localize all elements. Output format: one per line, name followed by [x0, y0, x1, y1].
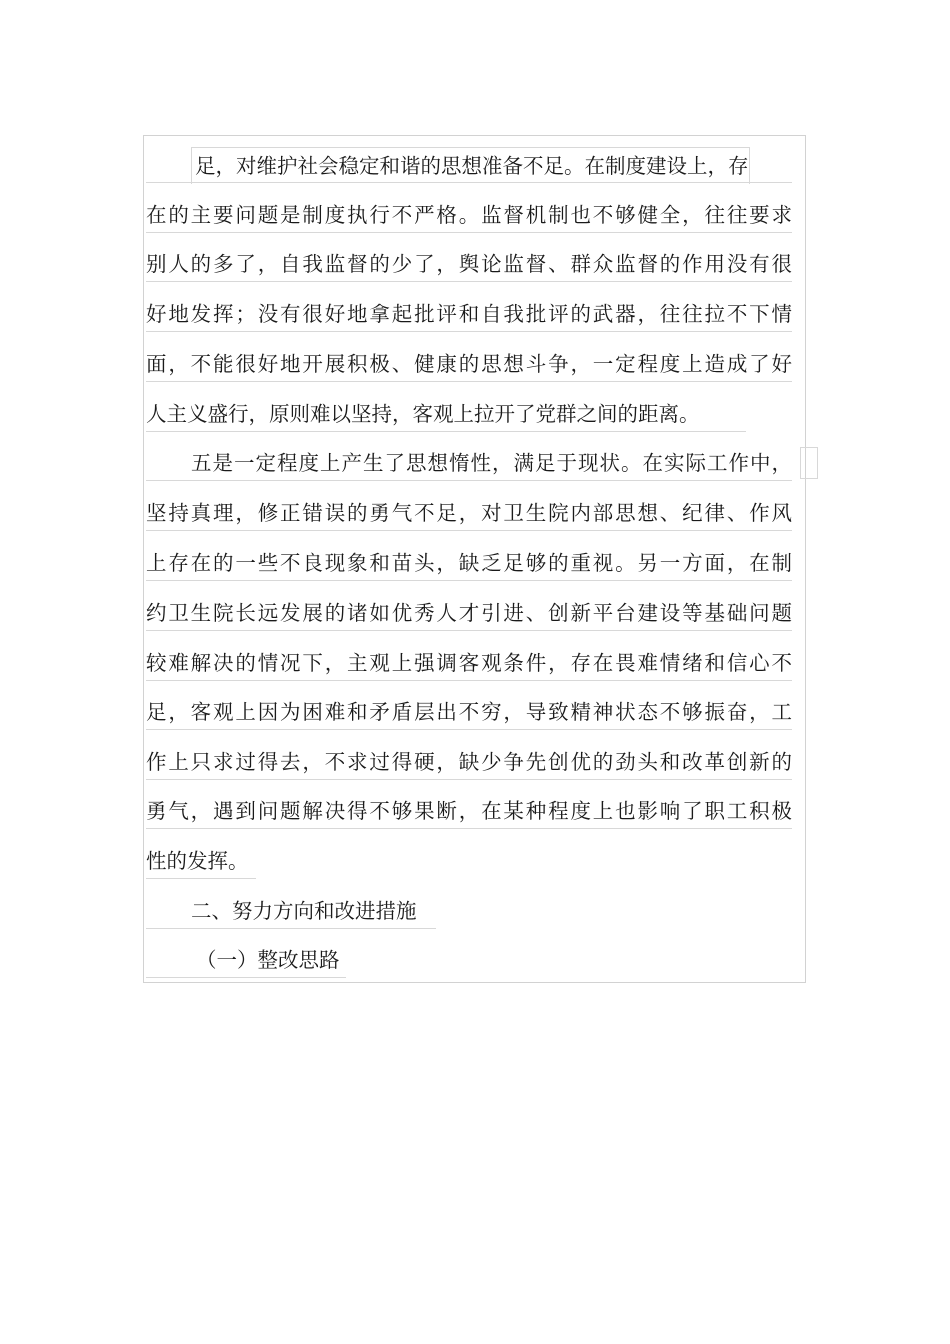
- paragraph-line: 约卫生院长远发展的诸如优秀人才引进、创新平台建设等基础问题: [146, 595, 792, 631]
- paragraph-line: [146, 147, 792, 183]
- paragraph-line: 作上只求过得去，不求过得硬，缺少争先创优的劲头和改革创新的: [146, 744, 792, 780]
- paragraph-line: 勇气，遇到问题解决得不够果断，在某种程度上也影响了职工积极: [146, 793, 792, 829]
- paragraph-line: 上存在的一些不良现象和苗头，缺乏足够的重视。另一方面，在制: [146, 545, 792, 581]
- paragraph-line: 面，不能很好地开展积极、健康的思想斗争，一定程度上造成了好: [146, 346, 792, 382]
- subsection-heading: （一）整改思路: [146, 942, 346, 978]
- line-text: 五是一定程度上产生了思想惰性，满足于现状。在实际工作中，: [191, 451, 792, 475]
- paragraph-line: 坚持真理，修正错误的勇气不足，对卫生院内部思想、纪律、作风: [146, 495, 792, 531]
- paragraph-line: 别人的多了，自我监督的少了，舆论监督、群众监督的作用没有很: [146, 246, 792, 282]
- section-heading: 二、努力方向和改进措施: [146, 893, 436, 929]
- paragraph-line: 性的发挥。: [146, 843, 256, 879]
- line-text: 足，对维护社会稳定和谐的思想准备不足。在制度建设上，存: [191, 147, 750, 184]
- paragraph-line: 足，客观上因为困难和矛盾层出不穷，导致精神状态不够振奋，工: [146, 694, 792, 730]
- paragraph-line: 好地发挥；没有很好地拿起批评和自我批评的武器，往往拉不下情: [146, 296, 792, 332]
- paragraph-line: 在的主要问题是制度执行不严格。监督机制也不够健全，往往要求: [146, 197, 792, 233]
- paragraph-line: 人主义盛行，原则难以坚持，客观上拉开了党群之间的距离。: [146, 396, 746, 432]
- paragraph-line: 较难解决的情况下，主观上强调客观条件，存在畏难情绪和信心不: [146, 645, 792, 681]
- paragraph-line: [146, 445, 792, 481]
- overflow-box: [800, 447, 818, 479]
